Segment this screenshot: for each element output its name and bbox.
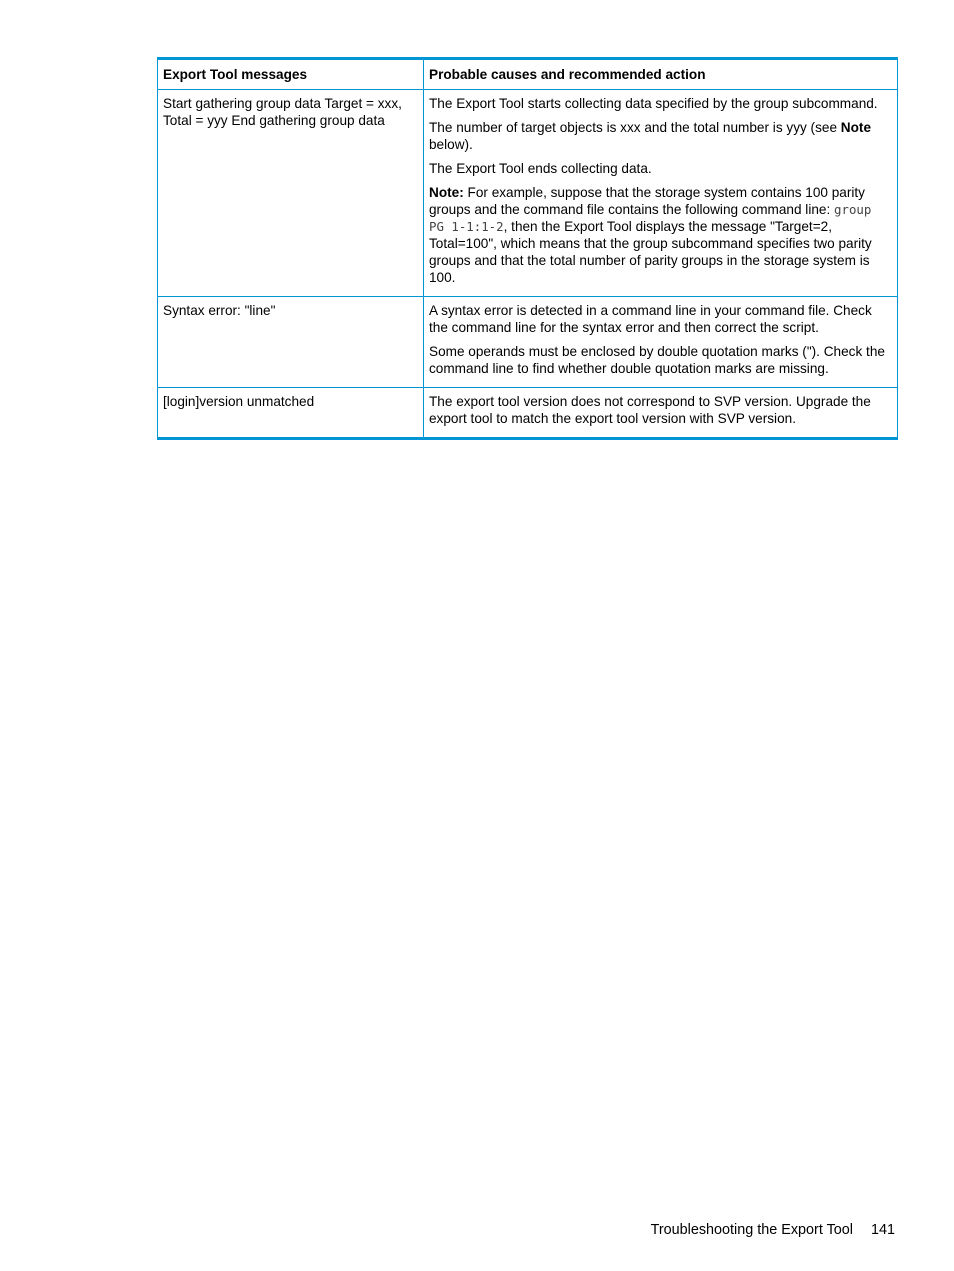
action-paragraph: The export tool version does not correspond to SVP version. Upgrade the export tool to match the export tool version with SVP version. — [429, 394, 871, 426]
column-header-causes: Probable causes and recommended action — [424, 59, 898, 90]
message-cell — [158, 388, 424, 439]
message-text: Syntax error: "line" — [163, 303, 276, 318]
action-cell — [424, 90, 898, 297]
note-paragraph: Note: For example, suppose that the storage system contains 100 parity groups and the command file contains the following command line: group PG 1-1:1-2, then the Export Tool displays the message "Target=2, Total=100", which means that the group subcommand specifies two parity groups and that the total number of parity groups in the storage system is 100. — [429, 185, 872, 285]
table-row — [158, 297, 898, 388]
page-number: 141 — [870, 1222, 895, 1238]
message-text: Start gathering group data Target = xxx, Total = yyy End gathering group data — [163, 96, 402, 128]
action-paragraph: The number of target objects is xxx and the total number is yyy (see Note below). — [429, 120, 872, 152]
action-paragraph: Some operands must be enclosed by double quotation marks ("). Check the command line to find whether double quotation marks are missing. — [429, 344, 885, 376]
messages-table-wrap — [157, 57, 897, 440]
message-cell — [158, 90, 424, 297]
column-header-messages: Export Tool messages — [158, 59, 424, 90]
command-code: group PG 1-1:1-2 — [429, 202, 872, 234]
footer-section-title: Troubleshooting the Export Tool — [650, 1222, 853, 1238]
table-header-row — [158, 59, 898, 90]
action-paragraph: A syntax error is detected in a command line in your command file. Check the command line for the syntax error and then correct the script. — [429, 303, 872, 335]
action-paragraph: The Export Tool ends collecting data. — [429, 161, 652, 176]
note-label: Note: — [429, 185, 464, 200]
message-cell — [158, 297, 424, 388]
page-footer — [600, 1222, 895, 1239]
table-row — [158, 90, 898, 297]
note-reference: Note — [840, 120, 872, 135]
action-cell — [424, 388, 898, 439]
table-row — [158, 388, 898, 439]
action-paragraph: The Export Tool starts collecting data specified by the group subcommand. — [429, 96, 878, 111]
action-cell — [424, 297, 898, 388]
messages-table — [157, 57, 898, 440]
message-text: [login]version unmatched — [163, 394, 315, 409]
